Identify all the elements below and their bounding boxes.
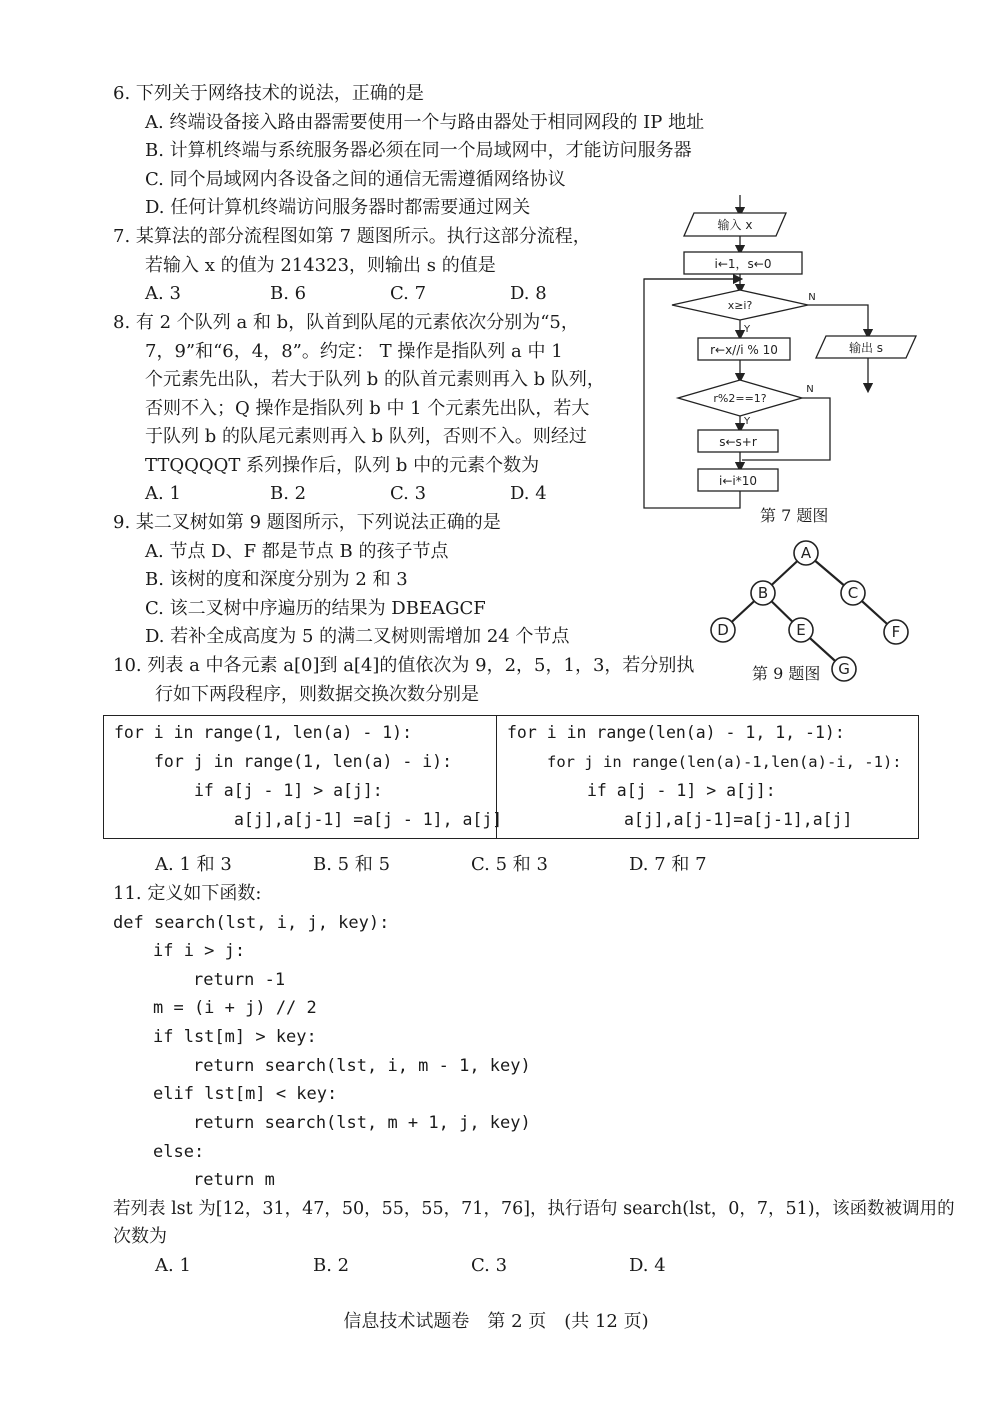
q9-option-a: A. 节点 D、F 都是节点 B 的孩子节点 <box>145 541 449 562</box>
q8-stem-line-6: TTQQQQT 系列操作后，队列 b 中的元素个数为 <box>145 455 540 476</box>
q11-code-line-5: if lst[m] > key: <box>153 1027 317 1047</box>
q6-option-a: A. 终端设备接入路由器需要使用一个与路由器处于相同网段的 IP 地址 <box>145 112 705 133</box>
q6-option-c: C. 同个局域网内各设备之间的通信无需遵循网络协议 <box>145 169 566 190</box>
left-code-line-3: if a[j - 1] > a[j]: <box>194 781 383 800</box>
q6-option-d: D. 任何计算机终端访问服务器时都需要通过网关 <box>145 197 531 218</box>
q11-stem: 11. 定义如下函数: <box>113 883 262 904</box>
q8-stem-line-3: 个元素先出队，若大于队列 b 的队首元素则再入 b 队列， <box>145 369 605 390</box>
flowchart-condition-1-text: x≥i? <box>727 299 753 312</box>
q8-stem-line-4: 否则不入；Q 操作是指队列 b 中 1 个元素先出队，若大 <box>145 398 590 419</box>
q8-stem-line-1: 8. 有 2 个队列 a 和 b，队首到队尾的元素依次分别为“5， <box>113 312 579 333</box>
q11-option-d: D. 4 <box>629 1255 666 1276</box>
flowchart-no-label-1: N <box>808 292 816 303</box>
q10-option-d: D. 7 和 7 <box>629 854 707 875</box>
flowchart-yes-label-1: Y <box>743 324 751 335</box>
q9-stem: 9. 某二叉树如第 9 题图所示，下列说法正确的是 <box>113 512 501 533</box>
right-code-line-1: for i in range(len(a) - 1, 1, -1): <box>507 723 845 742</box>
q11-option-b: B. 2 <box>313 1255 350 1276</box>
left-code-line-1: for i in range(1, len(a) - 1): <box>114 723 413 742</box>
q7-option-d: D. 8 <box>510 283 547 304</box>
q8-option-b: B. 2 <box>270 483 307 504</box>
tree-node-d: D <box>717 621 729 639</box>
flowchart-init-text: i←1，s←0 <box>714 257 772 271</box>
q11-code-line-7: elif lst[m] < key: <box>153 1084 338 1104</box>
tree-node-e: E <box>796 621 806 639</box>
q8-stem-line-2: 7，9”和“6，4，8”。约定： T 操作是指队列 a 中 1 <box>145 341 563 362</box>
tree-node-f: F <box>891 623 901 641</box>
q10-stem-line-1: 10. 列表 a 中各元素 a[0]到 a[4]的值依次为 9，2，5，1，3，若分别执 <box>113 655 695 676</box>
q10-code-box <box>103 715 919 839</box>
q8-stem-line-5: 于队列 b 的队尾元素则再入 b 队列，否则不入。则经过 <box>145 426 587 447</box>
q7-stem-line-2: 若输入 x 的值为 214323，则输出 s 的值是 <box>145 255 496 276</box>
q11-code-line-2: if i > j: <box>153 941 246 961</box>
q11-option-a: A. 1 <box>155 1255 191 1276</box>
left-code-line-2: for j in range(1, len(a) - i): <box>154 752 453 771</box>
q8-option-d: D. 4 <box>510 483 547 504</box>
q11-code-line-8: return search(lst, m + 1, j, key) <box>193 1113 531 1133</box>
left-code-line-4: a[j],a[j-1] =a[j - 1], a[j] <box>234 810 503 829</box>
q8-option-c: C. 3 <box>390 483 427 504</box>
q8-option-a: A. 1 <box>145 483 181 504</box>
q6-option-b: B. 计算机终端与系统服务器必须在同一个局域网中，才能访问服务器 <box>145 140 692 161</box>
flowchart-yes-label-2: Y <box>743 416 751 427</box>
q7-option-c: C. 7 <box>390 283 427 304</box>
right-code-line-4: a[j],a[j-1]=a[j-1],a[j] <box>624 810 853 829</box>
q11-question-line-2: 次数为 <box>113 1226 167 1247</box>
q11-code-line-3: return -1 <box>193 970 286 990</box>
q11-code-line-4: m = (i + j) // 2 <box>153 998 317 1018</box>
right-code-line-3: if a[j - 1] > a[j]: <box>587 781 776 800</box>
q9-option-d: D. 若补全成高度为 5 的满二叉树则需增加 24 个节点 <box>145 626 570 647</box>
q11-code-line-6: return search(lst, i, m - 1, key) <box>193 1056 531 1076</box>
flowchart-add-text: s←s+r <box>719 435 757 449</box>
flowchart-output-text: 输出 s <box>848 341 884 355</box>
tree-node-g: G <box>838 660 850 678</box>
flowchart-condition-2-text: r%2==1? <box>713 392 767 405</box>
tree-node-a: A <box>800 544 812 562</box>
q7-option-a: A. 3 <box>145 283 181 304</box>
q7-stem-line-1: 7. 某算法的部分流程图如第 7 题图所示。执行这部分流程， <box>113 226 591 247</box>
flowchart-no-label-2: N <box>806 384 814 395</box>
q11-code-line-1: def search(lst, i, j, key): <box>113 913 390 933</box>
q9-option-c: C. 该二叉树中序遍历的结果为 DBEAGCF <box>145 598 486 619</box>
q7-option-b: B. 6 <box>270 283 307 304</box>
q9-option-b: B. 该树的度和深度分别为 2 和 3 <box>145 569 408 590</box>
q11-question-line-1: 若列表 lst 为[12，31，47，50，55，55，71，76]，执行语句 search(lst，0，7，51)，该函数被调用的 <box>113 1199 955 1219</box>
tree-caption: 第 9 题图 <box>752 664 821 683</box>
q10-option-a: A. 1 和 3 <box>155 854 232 875</box>
q11-code-line-9: else: <box>153 1142 205 1162</box>
flowchart-caption: 第 7 题图 <box>760 506 829 525</box>
q10-option-b: B. 5 和 5 <box>313 854 391 875</box>
tree-node-b: B <box>757 584 769 602</box>
page-footer: 信息技术试题卷 第 2 页 (共 12 页) <box>343 1311 649 1332</box>
q11-option-c: C. 3 <box>471 1255 508 1276</box>
q11-code-line-10: return m <box>193 1170 275 1190</box>
flowchart-assign-text: r←x//i % 10 <box>710 343 778 357</box>
q10-option-c: C. 5 和 3 <box>471 854 548 875</box>
right-code-line-2: for j in range(len(a)-1,len(a)-i, -1): <box>547 753 902 771</box>
q10-stem-line-2: 行如下两段程序，则数据交换次数分别是 <box>155 684 479 705</box>
flowchart-input-text: 输入 x <box>717 218 753 232</box>
flowchart-figure <box>630 190 930 535</box>
flowchart-increment-text: i←i*10 <box>719 474 757 488</box>
q6-stem: 6. 下列关于网络技术的说法，正确的是 <box>113 83 424 104</box>
tree-node-c: C <box>847 584 859 602</box>
